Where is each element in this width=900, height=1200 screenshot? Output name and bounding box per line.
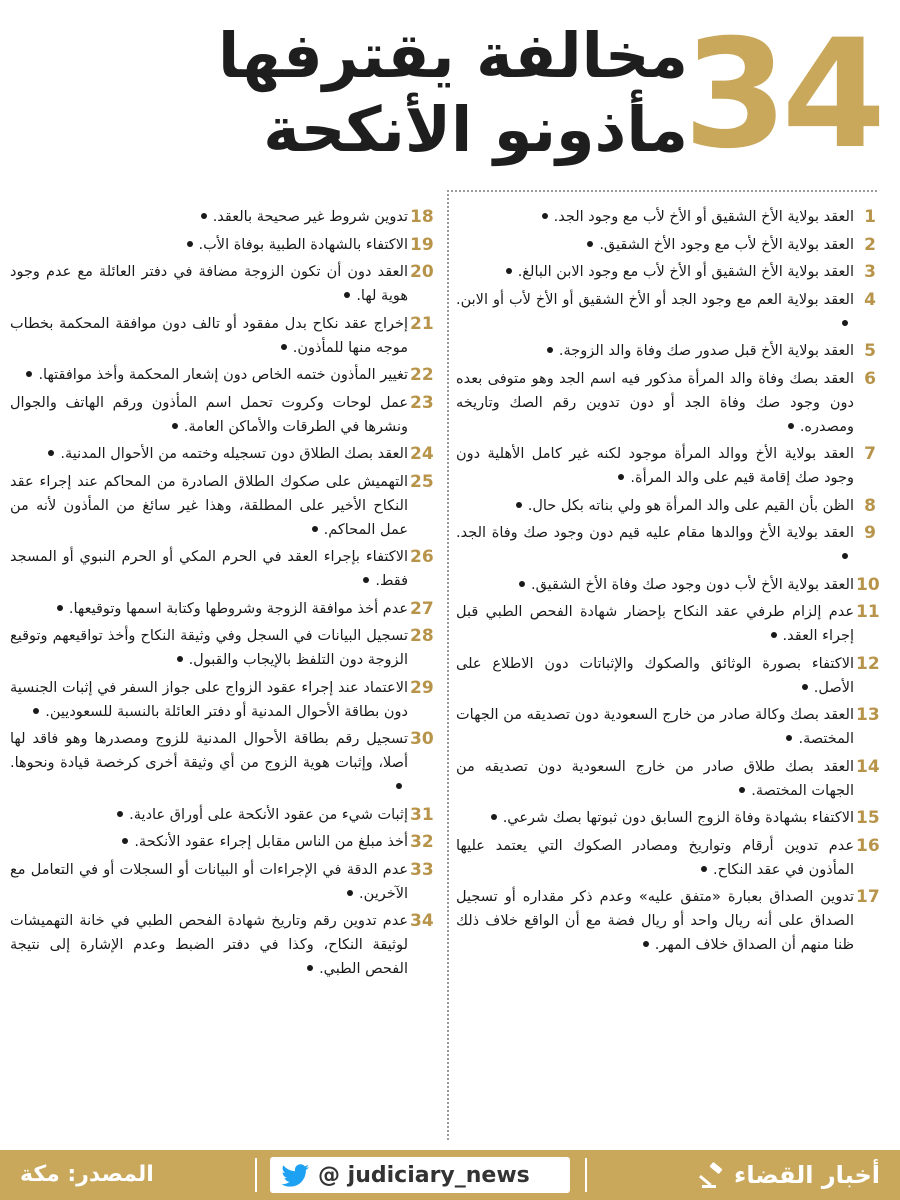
violation-number: 11 <box>856 602 880 622</box>
bullet-dot <box>786 735 792 741</box>
violation-text: عدم الدقة في الإجراءات أو البيانات أو السجلات أو في التعامل مع الآخرين. <box>10 861 408 902</box>
violation-number: 25 <box>410 471 434 492</box>
violations-column-right <box>456 205 880 1140</box>
violation-item <box>10 260 434 308</box>
violation-text: عدم أخذ موافقة الزوجة وشروطها وكتابة اسمها وتوقيعها. <box>68 600 408 617</box>
bullet-dot <box>701 866 707 872</box>
bullet-dot <box>363 577 369 583</box>
violation-item <box>456 494 876 518</box>
violation-number: 15 <box>856 808 880 828</box>
violation-number: 20 <box>410 262 434 282</box>
bullet-dot <box>172 423 178 429</box>
bullet-dot <box>643 941 649 947</box>
bullet-dot <box>26 371 32 377</box>
column-divider <box>447 190 449 1140</box>
violation-item <box>456 288 876 336</box>
violation-text: تدوين الصداق بعبارة «متفق عليه» وعدم ذكر مقداره أو تسجيل الصداق على أنه ريال واحد أو ريال فضة مع أن الواقع خلاف ذلك ظنا منهم أن الصداق خلاف المهر. <box>456 889 854 953</box>
violation-text: عدم تدوين أرقام وتواريخ ومصادر الصكوك التي يعتمد عليها المأذون في عقد النكاح. <box>456 837 854 878</box>
bullet-dot <box>519 581 525 587</box>
gavel-icon <box>700 1162 726 1188</box>
bullet-dot <box>587 241 593 247</box>
footer-bar <box>0 1150 900 1200</box>
bullet-dot <box>396 783 402 789</box>
violation-item <box>456 205 876 229</box>
violation-number: 24 <box>410 444 434 464</box>
bullet-dot <box>347 890 353 896</box>
violation-item <box>456 367 876 439</box>
violation-item <box>456 834 880 882</box>
violation-number: 18 <box>410 207 434 227</box>
violation-number: 32 <box>410 832 434 852</box>
violation-text: الاكتفاء بصورة الوثائق والصكوك والإثباتات دون الاطلاع على الأصل. <box>456 655 854 696</box>
headline-number: 34 <box>683 8 880 182</box>
violation-text: الاكتفاء بشهادة وفاة الزوج السابق دون ثبوتها بصك شرعي. <box>502 810 854 826</box>
violation-number: 3 <box>864 262 876 282</box>
violation-item <box>10 803 434 827</box>
bullet-dot <box>618 474 624 480</box>
violation-number: 29 <box>410 677 434 698</box>
violation-text: الاعتماد عند إجراء عقود الزواج على جواز السفر في إثبات الجنسية دون بطاقة الأحوال المدنية أو دفتر العائلة بالنسبة للسعوديين. <box>10 679 408 720</box>
bullet-dot <box>547 347 553 353</box>
bullet-dot <box>201 213 207 219</box>
violation-number: 9 <box>864 523 876 543</box>
violation-text: تسجيل البيانات في السجل وفي وثيقة النكاح وأخذ تواقيعهم وتوقيع الزوجة دون التلفظ بالإيجاب والقبول. <box>10 628 408 668</box>
violation-text: العقد بولاية الأخ لأب مع وجود الأخ الشقيق. <box>599 236 854 253</box>
bullet-dot <box>771 632 777 638</box>
violation-item <box>10 676 434 724</box>
bullet-dot <box>739 787 745 793</box>
violation-text: عدم إلزام طرفي عقد النكاح بإحضار شهادة الفحص الطبي قبل إجراء العقد. <box>456 604 854 644</box>
footer-brand <box>700 1156 880 1194</box>
violation-number: 23 <box>410 392 434 413</box>
violation-item <box>10 312 434 360</box>
violation-item <box>10 624 434 672</box>
violation-item <box>10 442 434 466</box>
violation-text: العقد بولاية العم مع وجود الجد أو الأخ الشقيق أو الأخ لأب أو الابن. <box>456 291 854 308</box>
violation-item <box>456 755 880 803</box>
violation-number: 6 <box>864 368 876 389</box>
violation-item <box>456 521 876 569</box>
header <box>0 0 900 190</box>
bullet-dot <box>344 292 350 298</box>
column-frame-top <box>447 190 877 192</box>
bullet-dot <box>57 605 63 611</box>
violation-item <box>10 858 434 906</box>
violation-item <box>10 391 434 439</box>
violation-number: 28 <box>410 626 434 646</box>
violation-item <box>456 573 880 597</box>
twitter-handle: @ judiciary_news <box>318 1162 530 1188</box>
violation-text: العقد دون أن تكون الزوجة مضافة في دفتر العائلة مع عدم وجود هوية لها. <box>10 264 408 304</box>
violation-text: العقد بصك الطلاق دون تسجيله وختمه من الأحوال المدنية. <box>60 446 408 462</box>
violation-text: العقد بصك وكالة صادر من خارج السعودية دون تصديقه من الجهات المختصة. <box>456 707 854 747</box>
violation-number: 13 <box>856 705 880 725</box>
violation-item <box>10 363 434 387</box>
violation-text: عمل لوحات وكروت تحمل اسم المأذون ورقم الهاتف والجوال ونشرها في الطرقات والأماكن العامة. <box>10 394 408 435</box>
violation-number: 33 <box>410 859 434 880</box>
violation-text: إثبات شيء من عقود الأنكحة على أوراق عادية. <box>129 806 408 823</box>
violation-number: 17 <box>856 887 880 907</box>
violation-item <box>456 233 876 257</box>
twitter-icon <box>280 1164 310 1186</box>
violation-number: 16 <box>856 835 880 856</box>
bullet-dot <box>516 502 522 508</box>
violation-number: 34 <box>410 911 434 931</box>
violation-text: الظن بأن القيم على والد المرأة هو ولي بناته بكل حال. <box>527 497 854 514</box>
violation-number: 4 <box>864 289 876 310</box>
violation-text: الاكتفاء بإجراء العقد في الحرم المكي أو الحرم النبوي أو المسجد فقط. <box>10 549 408 589</box>
bullet-dot <box>33 708 39 714</box>
violation-number: 21 <box>410 313 434 334</box>
footer-source: المصدر: مكة <box>20 1162 154 1187</box>
violation-item <box>456 442 876 490</box>
violation-item <box>10 830 434 854</box>
violation-item <box>456 806 880 830</box>
bullet-dot <box>117 811 123 817</box>
violation-text: العقد بولاية الأخ ووالد المرأة موجود لكنه غير كامل الأهلية دون وجود صك إقامة قيم على والد المرأة. <box>456 446 854 486</box>
bullet-dot <box>307 965 313 971</box>
violation-number: 26 <box>410 547 434 567</box>
violation-item <box>456 885 880 957</box>
violation-text: عدم تدوين رقم وتاريخ شهادة الفحص الطبي في خانة التهميشات لوثيقة النكاح، وكذا في دفتر الضبط وعدم الإشارة إلى نتيجة الفحص الطبي. <box>10 913 408 977</box>
bullet-dot <box>491 814 497 820</box>
footer-separator <box>255 1158 257 1192</box>
headline-line-1: مخالفة يقترفها <box>217 19 688 92</box>
bullet-dot <box>281 344 287 350</box>
footer-social[interactable] <box>270 1157 570 1193</box>
violation-text: العقد بولاية الأخ الشقيق أو الأخ لأب مع وجود الجد. <box>553 209 854 225</box>
violation-item <box>456 260 876 284</box>
bullet-dot <box>48 450 54 456</box>
bullet-dot <box>788 423 794 429</box>
bullet-dot <box>842 553 848 559</box>
violation-text: الاكتفاء بالشهادة الطبية بوفاة الأب. <box>198 236 408 253</box>
violation-item <box>10 233 434 257</box>
violation-text: العقد بصك وفاة والد المرأة مذكور فيه اسم الجد وهو متوفى بعده دون وجود صك وفاة الجد أو دون تدوين رقم الصك وتاريخه ومصدره. <box>456 370 854 435</box>
violation-number: 27 <box>410 598 434 619</box>
violation-number: 2 <box>864 234 876 255</box>
violation-item <box>456 703 880 751</box>
bullet-dot <box>177 656 183 662</box>
violation-number: 31 <box>410 804 434 825</box>
bullet-dot <box>187 241 193 247</box>
violation-item <box>456 652 880 700</box>
violation-number: 1 <box>864 207 876 227</box>
bullet-dot <box>122 838 128 844</box>
violation-item <box>10 470 434 542</box>
violation-number: 12 <box>856 653 880 674</box>
violation-item <box>10 597 434 621</box>
violation-number: 22 <box>410 365 434 385</box>
violation-number: 5 <box>864 341 876 361</box>
violations-column-left <box>10 205 434 1140</box>
bullet-dot <box>842 320 848 326</box>
headline-line-2: مأذونو الأنكحة <box>263 93 688 166</box>
violation-text: العقد بولاية الأخ قبل صدور صك وفاة والد الزوجة. <box>558 343 854 359</box>
brand-name: أخبار القضاء <box>734 1161 880 1189</box>
violation-item <box>10 545 434 593</box>
violation-text: التهميش على صكوك الطلاق الصادرة من المحاكم عند إجراء عقد النكاح الأخير على المطلقة، وهذا غير سائغ من المأذون لأنه من عمل المحاكم. <box>10 473 408 538</box>
violation-number: 8 <box>864 495 876 516</box>
violation-text: تسجيل رقم بطاقة الأحوال المدنية للزوج ومصدرها وهو فاقد لها أصلا، وإثبات هوية الزوج من أي وثيقة أخرى كرخصة قيادة ونحوها. <box>10 731 408 771</box>
violation-text: أخذ مبلغ من الناس مقابل إجراء عقود الأنكحة. <box>134 834 408 850</box>
bullet-dot <box>312 526 318 532</box>
violation-item <box>456 600 880 648</box>
violation-text: تغيير المأذون ختمه الخاص دون إشعار المحكمة وأخذ موافقتها. <box>38 367 408 383</box>
violation-text: إخراج عقد نكاح بدل مفقود أو تالف دون موافقة المحكمة بخطاب موجه منها للمأذون. <box>10 315 408 356</box>
violation-number: 10 <box>856 574 880 595</box>
bullet-dot <box>542 213 548 219</box>
violation-text: تدوين شروط غير صحيحة بالعقد. <box>212 209 408 225</box>
violation-item <box>10 727 434 799</box>
bullet-dot <box>802 684 808 690</box>
violation-text: العقد بولاية الأخ لأب دون وجود صك وفاة الأخ الشقيق. <box>530 576 854 593</box>
violation-text: العقد بولاية الأخ الشقيق أو الأخ لأب مع وجود الابن البالغ. <box>517 264 854 280</box>
violation-text: العقد بولاية الأخ ووالدها مقام عليه قيم دون وجود صك وفاة الجد. <box>456 525 854 541</box>
violation-number: 30 <box>410 729 434 749</box>
violation-number: 7 <box>864 444 876 464</box>
violation-number: 14 <box>856 756 880 777</box>
violation-text: العقد بصك طلاق صادر من خارج السعودية دون تصديقه من الجهات المختصة. <box>456 758 854 799</box>
violation-item <box>10 909 434 981</box>
violation-number: 19 <box>410 234 434 255</box>
bullet-dot <box>506 268 512 274</box>
violation-item <box>456 339 876 363</box>
footer-separator <box>585 1158 587 1192</box>
violation-item <box>10 205 434 229</box>
